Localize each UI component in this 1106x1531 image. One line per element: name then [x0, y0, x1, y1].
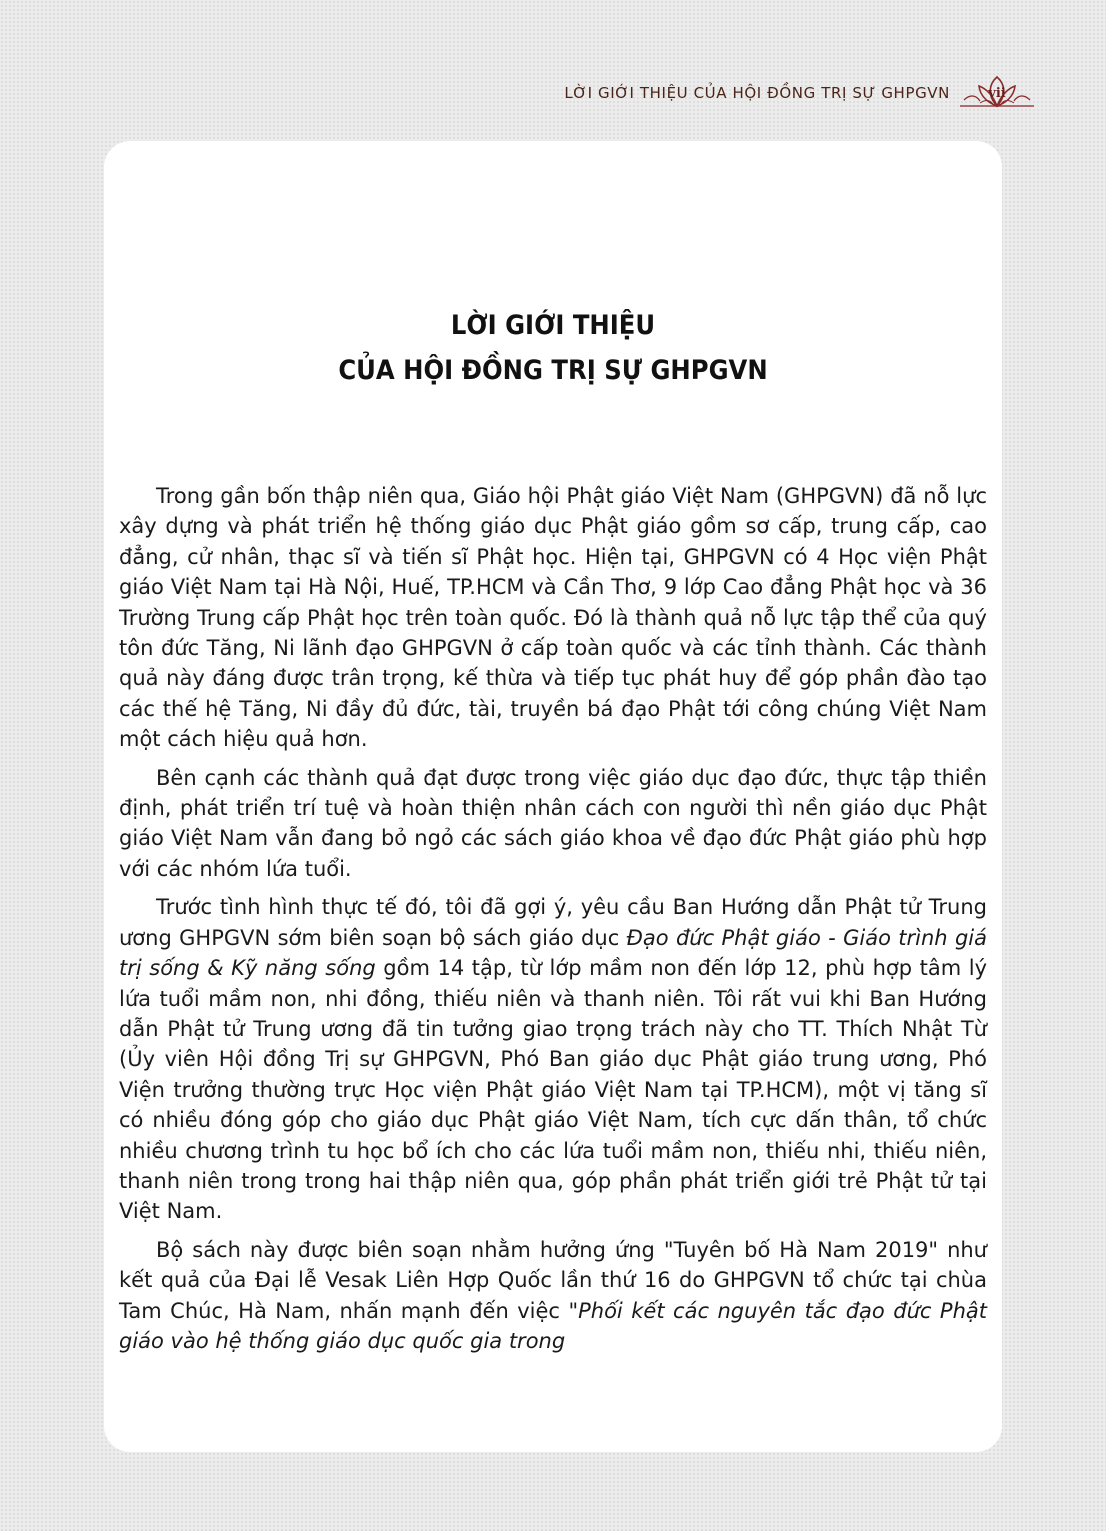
paragraph-1: Trong gần bốn thập niên qua, Giáo hội Phật giáo Việt Nam (GHPGVN) đã nỗ lực xây dựng và phát triển hệ thống giáo dục Phật giáo gồm sơ cấp, trung cấp, cao đẳng, cử nhân, thạc sĩ và tiến sĩ Phật học. Hiện tại, GHPGVN có 4 Học viện Phật giáo Việt Nam tại Hà Nội, Huế, TP.HCM và Cần Thơ, 9 lớp Cao đẳng Phật học và 36 Trường Trung cấp Phật học trên toàn quốc. Đó là thành quả nỗ lực tập thể của quý tôn đức Tăng, Ni lãnh đạo GHPGVN ở cấp toàn quốc và các tỉnh thành. Các thành quả này đáng được trân trọng, kế thừa và tiếp tục phát huy để góp phần đào tạo các thế hệ Tăng, Ni đầy đủ đức, tài, truyền bá đạo Phật tới công chúng Việt Nam một cách hiệu quả hơn. [119, 484, 987, 752]
paragraph-3-text-end: gồm 14 tập, từ lớp mầm non đến lớp 12, phù hợp tâm lý lứa tuổi mầm non, nhi đồng, thiếu niên và thanh niên. Tôi rất vui khi Ban Hướng dẫn Phật tử Trung ương đã tin tưởng giao trọng trách này cho TT. Thích Nhật Từ (Ủy viên Hội đồng Trị sự GHPGVN, Phó Ban giáo dục Phật giáo trung ương, Phó Viện trưởng thường trực Học viện Phật giáo Việt Nam tại TP.HCM), một vị tăng sĩ có nhiều đóng góp cho giáo dục Phật giáo Việt Nam, tích cực dấn thân, tổ chức nhiều chương trình tu học bổ ích cho các lứa tuổi mầm non, thiếu nhi, thiếu niên, thanh niên trong trong hai thập niên qua, góp phần phát triển giới trẻ Phật tử tại Việt Nam. [119, 956, 988, 1224]
page-title [104, 303, 1002, 393]
paragraph-3-text-start: Trước tình hình thực tế đó, tôi đã gợi ý, yêu cầu Ban Hướng dẫn Phật tử Trung ương GHPGVN sớm biên soạn bộ sách giáo dục [119, 895, 987, 950]
running-header [564, 78, 1034, 108]
paragraph-2: Bên cạnh các thành quả đạt được trong việc giáo dục đạo đức, thực tập thiền định, phát triển trí tuệ và hoàn thiện nhân cách con người thì nền giáo dục Phật giáo Việt Nam vẫn đang bỏ ngỏ các sách giáo khoa về đạo đức Phật giáo phù hợp với các nhóm lứa tuổi. [119, 765, 987, 881]
title-line-2: CỦA HỘI ĐỒNG TRỊ SỰ GHPGVN [338, 355, 768, 386]
body-text [119, 481, 987, 1364]
declaration-quote-italic: Phối kết các nguyên tắc đạo đức Phật giáo vào hệ thống giáo dục quốc gia trong [119, 1298, 987, 1353]
paragraph-4-text-start: Bộ sách này được biên soạn nhằm hưởng ứng "Tuyên bố Hà Nam 2019" như kết quả của Đại lễ Vesak Liên Hợp Quốc lần thứ 16 do GHPGVN tổ chức tại chùa Tam Chúc, Hà Nam, nhấn mạnh đến việc " [119, 1237, 987, 1323]
book-title-italic: Đạo đức Phật giáo - Giáo trình giá trị sống & Kỹ năng sống [119, 925, 987, 981]
running-header-title: LỜI GIỚI THIỆU CỦA HỘI ĐỒNG TRỊ SỰ GHPGVN [564, 84, 950, 102]
paragraph-4 [119, 1235, 987, 1357]
paragraph-3 [119, 892, 987, 1226]
page-number: vii [988, 86, 1006, 101]
page-number-badge [960, 75, 1034, 111]
content-card [104, 141, 1002, 1452]
title-line-1: LỜI GIỚI THIỆU [450, 310, 656, 341]
